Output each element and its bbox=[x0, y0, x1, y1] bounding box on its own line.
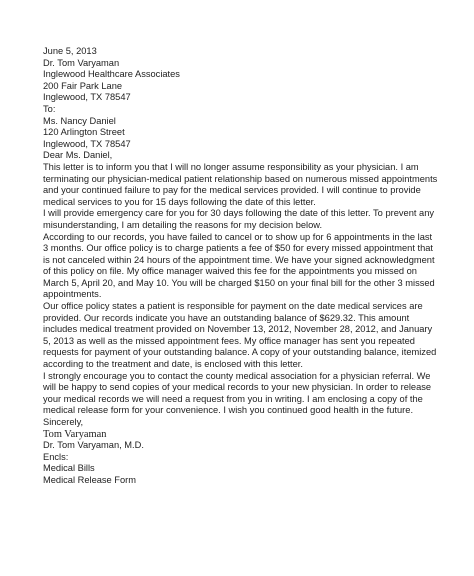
letter-date: June 5, 2013 bbox=[43, 46, 97, 56]
enclosures-label: Encls: bbox=[43, 451, 69, 462]
paragraph-emergency-care: I will provide emergency care for you for 30 days following the date of this letter. To prevent any misunderstanding, I am detailing the reasons for my decision below. bbox=[43, 208, 435, 230]
recipient-street: 120 Arlington Street bbox=[43, 127, 125, 138]
sender-name: Dr. Tom Varyaman bbox=[43, 57, 120, 68]
salutation: Dear Ms. Daniel, bbox=[43, 150, 113, 161]
enclosure-item: Medical Bills bbox=[43, 463, 95, 474]
paragraph-termination: This letter is to inform you that I will no longer assume responsibility as your physician. I am terminating our physician-medical patient relationship based on numerous missed appointments and your continued failure to pay for the medical services provided. I will continue to provide medical services to you for 15 days following the date of this letter. bbox=[43, 161, 438, 207]
paragraph-referral: I strongly encourage you to contact the county medical association for a physician referral. We will be happy to send copies of your medical records to your new physician. In order to release your medical records we will need a request from you in writing. I am enclosing a copy of the medical release form for your convenience. I wish you continued good health in the future. bbox=[43, 370, 432, 416]
enclosure-item: Medical Release Form bbox=[43, 474, 137, 485]
to-label: To: bbox=[43, 103, 56, 114]
paragraph-outstanding-balance: Our office policy states a patient is responsible for payment on the date medical services are provided. Our records indicate you have an outstanding balance of $629.32. This amount includes medical treatment provided on November 13, 2012, November 28, 2012, and January 5, 2013 as well as the missed appointment fees. My office manager has sent you repeated requests for payment of your outstanding balance. A copy of your outstanding balance, itemized according to the treatment and date, is enclosed with this letter. bbox=[43, 301, 437, 370]
letter-body bbox=[43, 46, 438, 487]
closing: Sincerely, bbox=[43, 417, 84, 427]
signature: Tom Varyaman bbox=[43, 428, 107, 440]
sender-street: 200 Fair Park Lane bbox=[43, 80, 123, 91]
recipient-city: Inglewood, TX 78547 bbox=[43, 138, 131, 149]
sender-city: Inglewood, TX 78547 bbox=[43, 92, 131, 103]
recipient-name: Ms. Nancy Daniel bbox=[43, 115, 116, 126]
signer-name: Dr. Tom Varyaman, M.D. bbox=[43, 440, 144, 451]
paragraph-missed-appointments: According to our records, you have failed to cancel or to show up for 6 appointments in the last 3 months. Our office policy is to charge patients a fee of $50 for every missed appointment that is not canceled within 24 hours of the appointment time. We have your signed acknowledgment of this policy on file. My office manager waived this fee for the appointments you missed on March 5, April 20, and May 10. You will be charged $150 on your final bill for the other 3 missed appointments. bbox=[43, 231, 435, 300]
sender-practice: Inglewood Healthcare Associates bbox=[43, 69, 180, 80]
